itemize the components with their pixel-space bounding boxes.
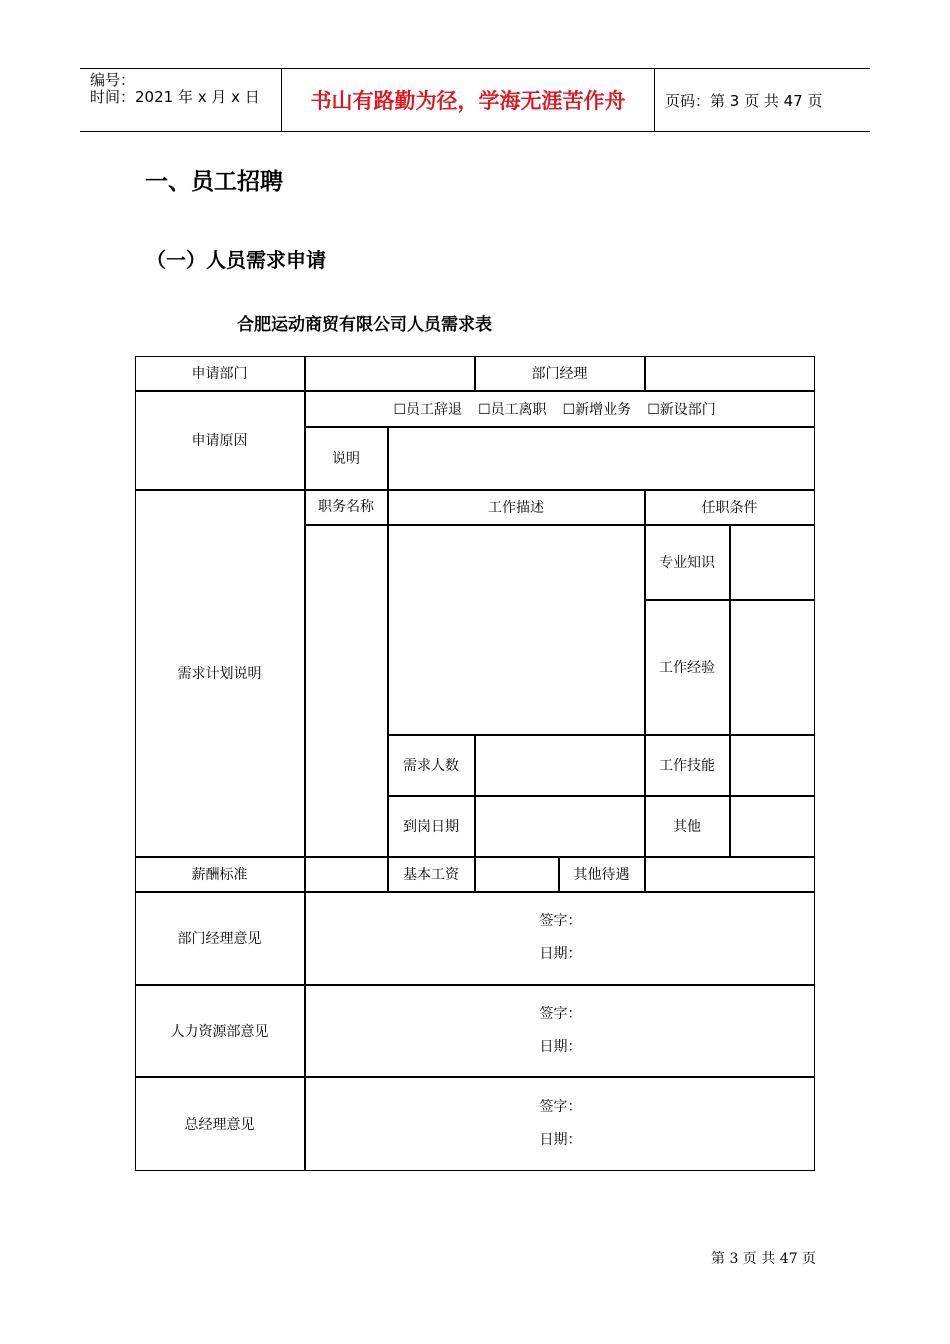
other-benefits-field[interactable] xyxy=(645,857,815,892)
date-label: 日期： xyxy=(539,1131,582,1148)
arrival-field[interactable] xyxy=(475,796,645,857)
other-benefits-label: 其他待遇 xyxy=(559,857,645,892)
dept-field[interactable] xyxy=(305,356,475,391)
other-field[interactable] xyxy=(730,796,815,857)
hr-opinion-field[interactable] xyxy=(305,985,815,1077)
base-salary-label: 基本工资 xyxy=(388,857,475,892)
reason-label: 申请原因 xyxy=(135,391,305,490)
reason-option-dismissal[interactable]: ☐员工辞退 xyxy=(393,401,463,418)
salary-field[interactable] xyxy=(305,857,388,892)
knowledge-field[interactable] xyxy=(730,525,815,600)
note-field[interactable] xyxy=(388,427,815,490)
sign-label: 签字： xyxy=(539,1098,582,1115)
requirements-label: 任职条件 xyxy=(645,490,815,525)
other-label: 其他 xyxy=(645,796,730,857)
base-salary-field[interactable] xyxy=(475,857,559,892)
skills-label: 工作技能 xyxy=(645,735,730,796)
sign-label: 签字： xyxy=(539,1005,582,1022)
header-page-number: 页码：第 3 页 共 47 页 xyxy=(665,91,823,110)
gm-opinion-field[interactable] xyxy=(305,1077,815,1171)
headcount-field[interactable] xyxy=(475,735,645,796)
manager-label: 部门经理 xyxy=(475,356,645,391)
section-title: 一、员工招聘 xyxy=(145,169,283,195)
header-motto: 书山有路勤为径，学海无涯苦作舟 xyxy=(310,89,626,113)
job-desc-label: 工作描述 xyxy=(388,490,645,525)
header-time: 时间：2021 年 x 月 x 日 xyxy=(90,88,260,106)
job-desc-field[interactable] xyxy=(388,525,645,735)
job-title-field[interactable] xyxy=(305,525,388,857)
subsection-title: （一）人员需求申请 xyxy=(146,248,326,272)
sign-label: 签字： xyxy=(539,913,582,929)
gm-opinion-label: 总经理意见 xyxy=(135,1077,305,1171)
reason-option-new-department[interactable]: ☐新设部门 xyxy=(647,401,716,418)
plan-label: 需求计划说明 xyxy=(135,490,305,857)
dept-opinion-field[interactable] xyxy=(305,892,815,985)
arrival-label: 到岗日期 xyxy=(388,796,475,857)
header-meta xyxy=(80,69,281,131)
salary-label: 薪酬标准 xyxy=(135,857,305,892)
experience-field[interactable] xyxy=(730,600,815,735)
knowledge-label: 专业知识 xyxy=(645,525,730,600)
date-label: 日期： xyxy=(539,1038,582,1055)
header-divider xyxy=(654,69,655,131)
reason-option-resignation[interactable]: ☐员工离职 xyxy=(478,401,547,418)
note-label: 说明 xyxy=(305,427,388,490)
header-number: 编号： xyxy=(90,71,136,89)
headcount-label: 需求人数 xyxy=(388,735,475,796)
manager-field[interactable] xyxy=(645,356,815,391)
requisition-form xyxy=(135,356,815,1171)
experience-label: 工作经验 xyxy=(645,600,730,735)
page-footer: 第 3 页 共 47 页 xyxy=(711,1251,816,1267)
date-label: 日期： xyxy=(539,946,582,962)
form-title: 合肥运动商贸有限公司人员需求表 xyxy=(237,315,492,335)
skills-field[interactable] xyxy=(730,735,815,796)
dept-opinion-label: 部门经理意见 xyxy=(135,892,305,985)
hr-opinion-label: 人力资源部意见 xyxy=(135,985,305,1077)
job-title-label: 职务名称 xyxy=(305,490,388,525)
reason-option-new-business[interactable]: ☐新增业务 xyxy=(562,401,632,418)
reason-options xyxy=(305,391,815,427)
dept-label: 申请部门 xyxy=(135,356,305,391)
page-header xyxy=(80,68,870,132)
